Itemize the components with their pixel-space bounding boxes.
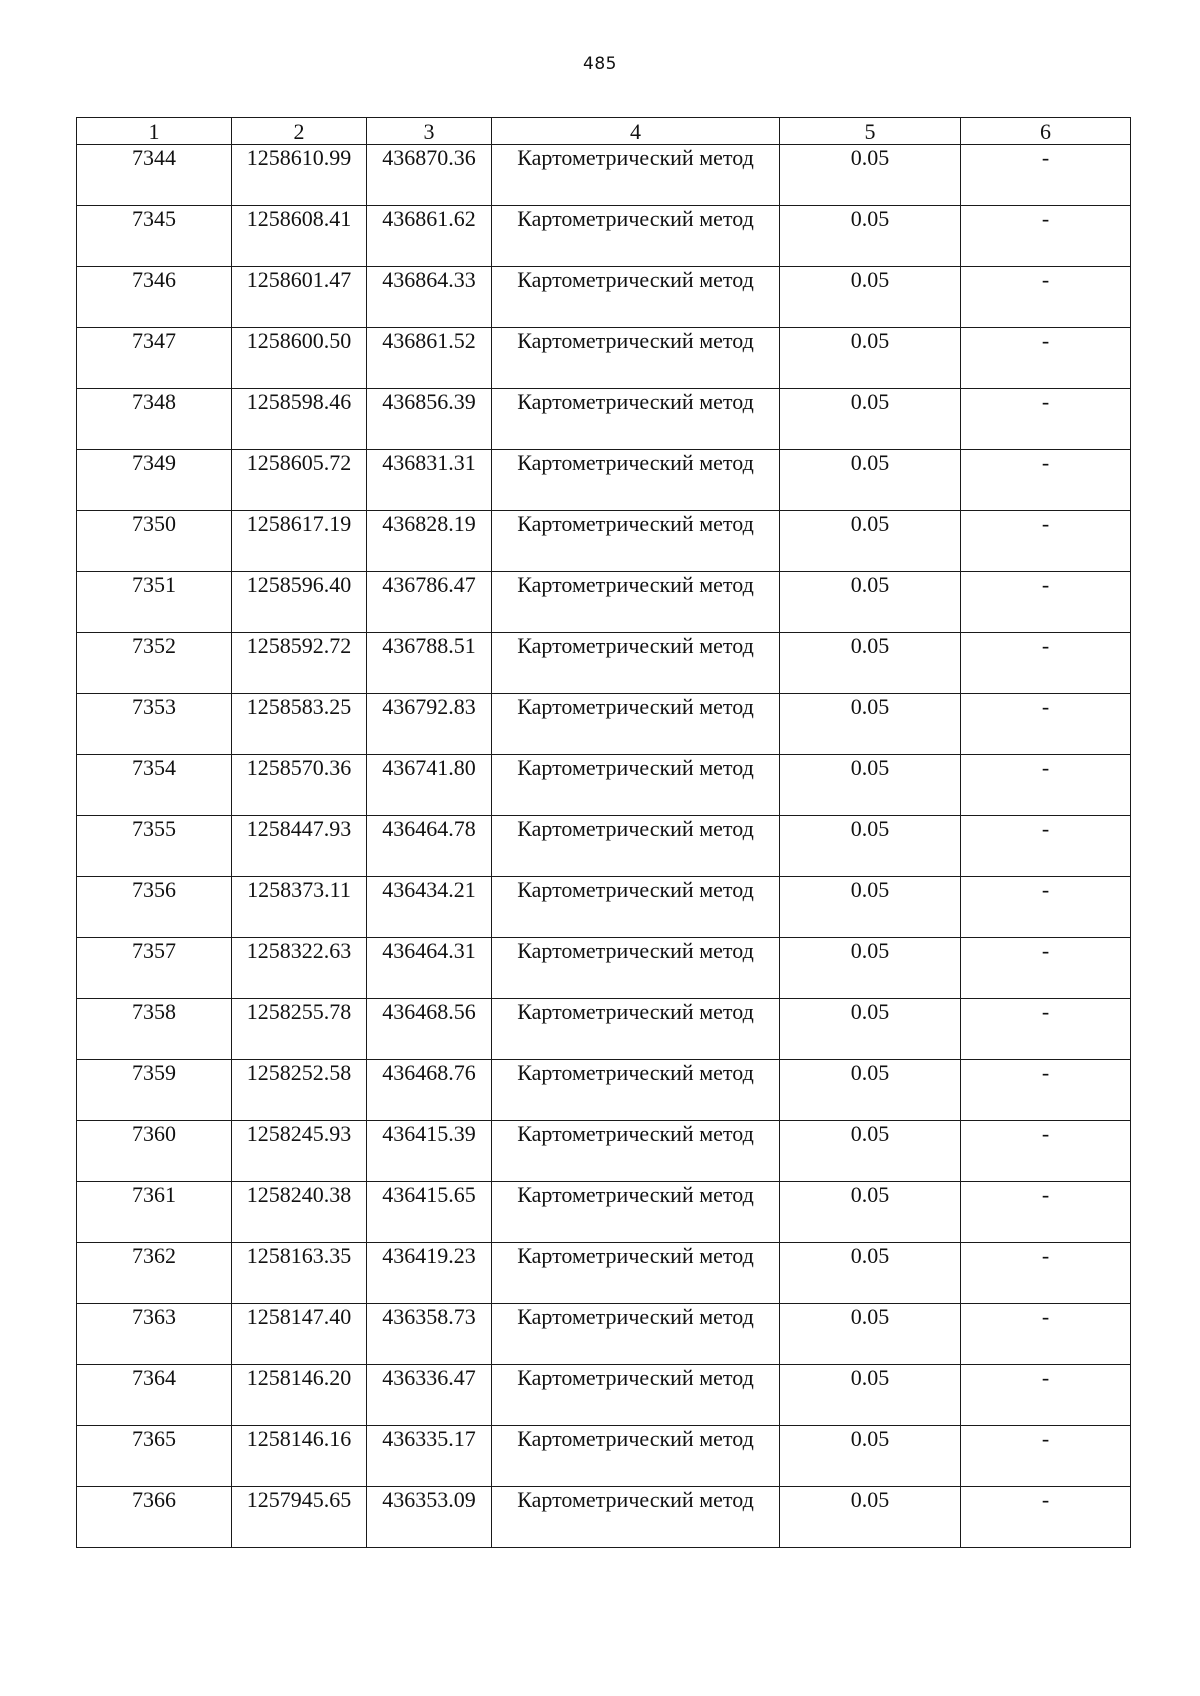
table-row (77, 267, 1131, 328)
y-coordinate-cell: 436358.73 (367, 1304, 492, 1365)
x-coordinate-cell: 1258252.58 (232, 1060, 367, 1121)
y-coordinate-cell: 436468.56 (367, 999, 492, 1060)
table-row (77, 328, 1131, 389)
table-row (77, 816, 1131, 877)
method-cell: Картометрический метод (492, 145, 780, 206)
y-coordinate-cell: 436831.31 (367, 450, 492, 511)
accuracy-cell: 0.05 (780, 1304, 961, 1365)
method-cell: Картометрический метод (492, 694, 780, 755)
method-cell: Картометрический метод (492, 450, 780, 511)
note-cell: - (961, 1182, 1131, 1243)
accuracy-cell: 0.05 (780, 1060, 961, 1121)
x-coordinate-cell: 1258596.40 (232, 572, 367, 633)
x-coordinate-cell: 1258605.72 (232, 450, 367, 511)
note-cell: - (961, 206, 1131, 267)
x-coordinate-cell: 1258610.99 (232, 145, 367, 206)
note-cell: - (961, 389, 1131, 450)
accuracy-cell: 0.05 (780, 511, 961, 572)
point-number-cell: 7358 (77, 999, 232, 1060)
accuracy-cell: 0.05 (780, 633, 961, 694)
note-cell: - (961, 999, 1131, 1060)
note-cell: - (961, 816, 1131, 877)
note-cell: - (961, 755, 1131, 816)
x-coordinate-cell: 1258570.36 (232, 755, 367, 816)
x-coordinate-cell: 1258583.25 (232, 694, 367, 755)
point-number-cell: 7352 (77, 633, 232, 694)
accuracy-cell: 0.05 (780, 694, 961, 755)
point-number-cell: 7364 (77, 1365, 232, 1426)
point-number-cell: 7360 (77, 1121, 232, 1182)
x-coordinate-cell: 1258447.93 (232, 816, 367, 877)
coordinates-table (76, 117, 1131, 1548)
method-cell: Картометрический метод (492, 267, 780, 328)
table-row (77, 1182, 1131, 1243)
y-coordinate-cell: 436468.76 (367, 1060, 492, 1121)
method-cell: Картометрический метод (492, 999, 780, 1060)
method-cell: Картометрический метод (492, 755, 780, 816)
column-header-3: 3 (367, 118, 492, 145)
accuracy-cell: 0.05 (780, 1487, 961, 1548)
x-coordinate-cell: 1258255.78 (232, 999, 367, 1060)
accuracy-cell: 0.05 (780, 755, 961, 816)
y-coordinate-cell: 436415.65 (367, 1182, 492, 1243)
point-number-cell: 7366 (77, 1487, 232, 1548)
y-coordinate-cell: 436434.21 (367, 877, 492, 938)
point-number-cell: 7348 (77, 389, 232, 450)
y-coordinate-cell: 436353.09 (367, 1487, 492, 1548)
header-row (77, 118, 1131, 145)
table-row (77, 145, 1131, 206)
point-number-cell: 7350 (77, 511, 232, 572)
y-coordinate-cell: 436786.47 (367, 572, 492, 633)
point-number-cell: 7344 (77, 145, 232, 206)
accuracy-cell: 0.05 (780, 999, 961, 1060)
accuracy-cell: 0.05 (780, 328, 961, 389)
table-row (77, 1426, 1131, 1487)
y-coordinate-cell: 436870.36 (367, 145, 492, 206)
point-number-cell: 7347 (77, 328, 232, 389)
table-row (77, 1487, 1131, 1548)
x-coordinate-cell: 1258322.63 (232, 938, 367, 999)
column-header-4: 4 (492, 118, 780, 145)
table-row (77, 633, 1131, 694)
table-row (77, 511, 1131, 572)
note-cell: - (961, 1243, 1131, 1304)
method-cell: Картометрический метод (492, 389, 780, 450)
y-coordinate-cell: 436741.80 (367, 755, 492, 816)
x-coordinate-cell: 1258617.19 (232, 511, 367, 572)
column-header-6: 6 (961, 118, 1131, 145)
point-number-cell: 7362 (77, 1243, 232, 1304)
note-cell: - (961, 1426, 1131, 1487)
point-number-cell: 7356 (77, 877, 232, 938)
accuracy-cell: 0.05 (780, 877, 961, 938)
note-cell: - (961, 1365, 1131, 1426)
accuracy-cell: 0.05 (780, 389, 961, 450)
note-cell: - (961, 328, 1131, 389)
point-number-cell: 7361 (77, 1182, 232, 1243)
x-coordinate-cell: 1258598.46 (232, 389, 367, 450)
note-cell: - (961, 511, 1131, 572)
y-coordinate-cell: 436861.52 (367, 328, 492, 389)
method-cell: Картометрический метод (492, 816, 780, 877)
method-cell: Картометрический метод (492, 877, 780, 938)
x-coordinate-cell: 1258146.20 (232, 1365, 367, 1426)
x-coordinate-cell: 1258600.50 (232, 328, 367, 389)
note-cell: - (961, 572, 1131, 633)
point-number-cell: 7351 (77, 572, 232, 633)
y-coordinate-cell: 436335.17 (367, 1426, 492, 1487)
x-coordinate-cell: 1258373.11 (232, 877, 367, 938)
table-body (77, 145, 1131, 1548)
method-cell: Картометрический метод (492, 1304, 780, 1365)
x-coordinate-cell: 1258240.38 (232, 1182, 367, 1243)
y-coordinate-cell: 436415.39 (367, 1121, 492, 1182)
point-number-cell: 7349 (77, 450, 232, 511)
method-cell: Картометрический метод (492, 1121, 780, 1182)
accuracy-cell: 0.05 (780, 267, 961, 328)
table-row (77, 1304, 1131, 1365)
method-cell: Картометрический метод (492, 1060, 780, 1121)
x-coordinate-cell: 1258592.72 (232, 633, 367, 694)
accuracy-cell: 0.05 (780, 206, 961, 267)
method-cell: Картометрический метод (492, 328, 780, 389)
x-coordinate-cell: 1258163.35 (232, 1243, 367, 1304)
table-row (77, 1121, 1131, 1182)
method-cell: Картометрический метод (492, 1426, 780, 1487)
column-header-5: 5 (780, 118, 961, 145)
method-cell: Картометрический метод (492, 938, 780, 999)
table-row (77, 450, 1131, 511)
table-row (77, 1365, 1131, 1426)
method-cell: Картометрический метод (492, 1365, 780, 1426)
method-cell: Картометрический метод (492, 1182, 780, 1243)
x-coordinate-cell: 1258147.40 (232, 1304, 367, 1365)
point-number-cell: 7354 (77, 755, 232, 816)
y-coordinate-cell: 436828.19 (367, 511, 492, 572)
method-cell: Картометрический метод (492, 511, 780, 572)
note-cell: - (961, 938, 1131, 999)
note-cell: - (961, 877, 1131, 938)
table-row (77, 572, 1131, 633)
point-number-cell: 7345 (77, 206, 232, 267)
accuracy-cell: 0.05 (780, 938, 961, 999)
y-coordinate-cell: 436464.31 (367, 938, 492, 999)
point-number-cell: 7346 (77, 267, 232, 328)
accuracy-cell: 0.05 (780, 450, 961, 511)
accuracy-cell: 0.05 (780, 145, 961, 206)
method-cell: Картометрический метод (492, 1487, 780, 1548)
column-header-1: 1 (77, 118, 232, 145)
note-cell: - (961, 1304, 1131, 1365)
x-coordinate-cell: 1258608.41 (232, 206, 367, 267)
accuracy-cell: 0.05 (780, 572, 961, 633)
y-coordinate-cell: 436464.78 (367, 816, 492, 877)
y-coordinate-cell: 436336.47 (367, 1365, 492, 1426)
page-number: 485 (583, 54, 617, 74)
x-coordinate-cell: 1257945.65 (232, 1487, 367, 1548)
table-row (77, 694, 1131, 755)
x-coordinate-cell: 1258146.16 (232, 1426, 367, 1487)
table-row (77, 755, 1131, 816)
x-coordinate-cell: 1258245.93 (232, 1121, 367, 1182)
y-coordinate-cell: 436788.51 (367, 633, 492, 694)
note-cell: - (961, 1487, 1131, 1548)
table-row (77, 1060, 1131, 1121)
accuracy-cell: 0.05 (780, 1121, 961, 1182)
y-coordinate-cell: 436792.83 (367, 694, 492, 755)
table-row (77, 999, 1131, 1060)
column-header-2: 2 (232, 118, 367, 145)
accuracy-cell: 0.05 (780, 1426, 961, 1487)
point-number-cell: 7359 (77, 1060, 232, 1121)
point-number-cell: 7353 (77, 694, 232, 755)
note-cell: - (961, 145, 1131, 206)
table-header (77, 118, 1131, 145)
table-row (77, 206, 1131, 267)
point-number-cell: 7357 (77, 938, 232, 999)
table-row (77, 1243, 1131, 1304)
point-number-cell: 7355 (77, 816, 232, 877)
accuracy-cell: 0.05 (780, 816, 961, 877)
note-cell: - (961, 694, 1131, 755)
method-cell: Картометрический метод (492, 1243, 780, 1304)
accuracy-cell: 0.05 (780, 1365, 961, 1426)
note-cell: - (961, 1060, 1131, 1121)
note-cell: - (961, 450, 1131, 511)
accuracy-cell: 0.05 (780, 1182, 961, 1243)
note-cell: - (961, 267, 1131, 328)
y-coordinate-cell: 436856.39 (367, 389, 492, 450)
note-cell: - (961, 1121, 1131, 1182)
table-row (77, 938, 1131, 999)
accuracy-cell: 0.05 (780, 1243, 961, 1304)
x-coordinate-cell: 1258601.47 (232, 267, 367, 328)
method-cell: Картометрический метод (492, 633, 780, 694)
note-cell: - (961, 633, 1131, 694)
y-coordinate-cell: 436861.62 (367, 206, 492, 267)
point-number-cell: 7365 (77, 1426, 232, 1487)
y-coordinate-cell: 436864.33 (367, 267, 492, 328)
table-row (77, 389, 1131, 450)
method-cell: Картометрический метод (492, 206, 780, 267)
table-row (77, 877, 1131, 938)
method-cell: Картометрический метод (492, 572, 780, 633)
point-number-cell: 7363 (77, 1304, 232, 1365)
y-coordinate-cell: 436419.23 (367, 1243, 492, 1304)
